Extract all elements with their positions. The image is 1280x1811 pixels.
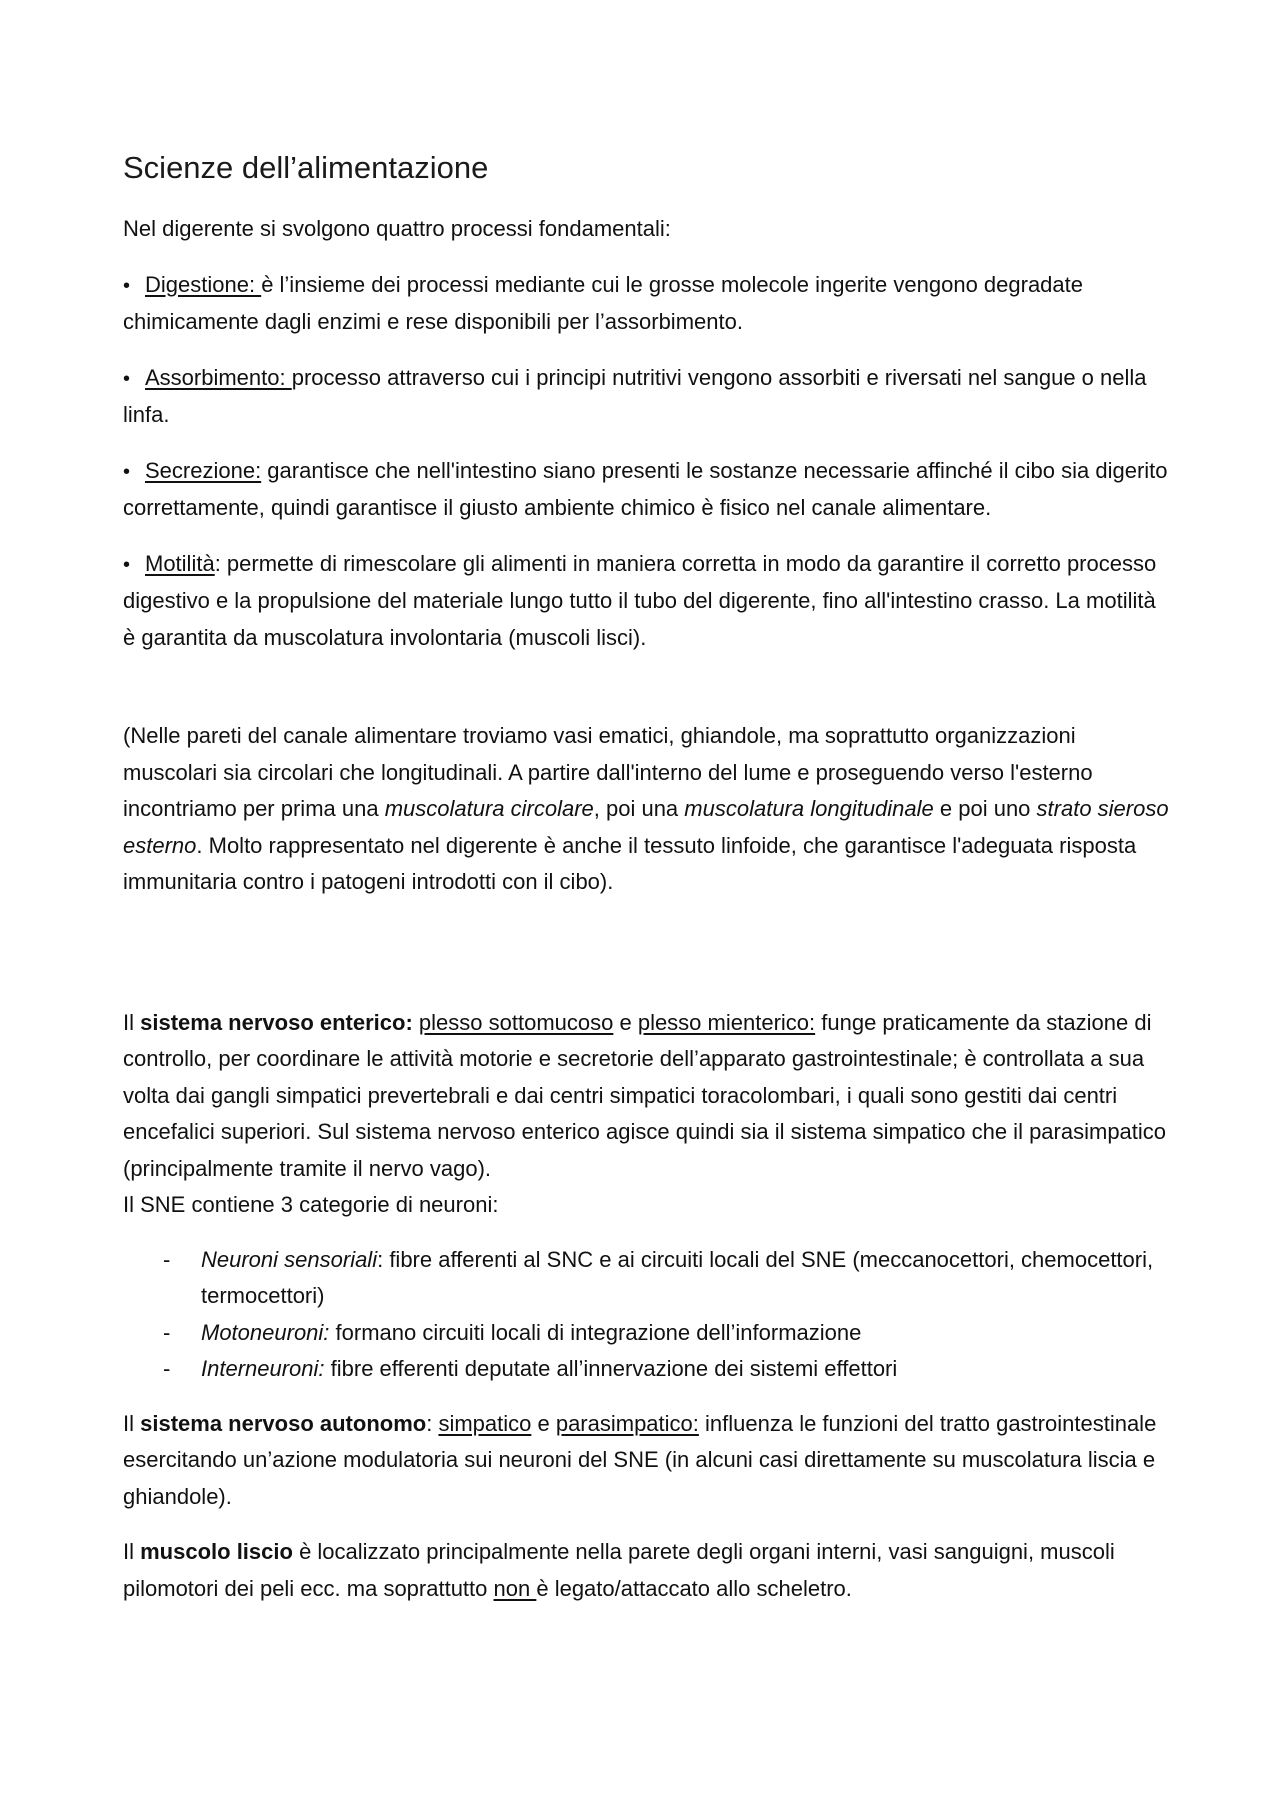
bullet-text: : permette di rimescolare gli alimenti in maniera corretta in modo da garantire il corretto processo digestivo e la propulsione del materiale lungo tutto il tubo del digerente, fino all'intestino crasso. La motilità è garantita da muscolatura involontaria (muscoli lisci). bbox=[123, 550, 1157, 650]
bullet-motilita bbox=[123, 546, 1173, 657]
text-run: fibre efferenti deputate all’innervazione dei sistemi effettori bbox=[324, 1356, 898, 1381]
text-run: (Nelle pareti del canale alimentare troviamo vasi ematici, ghiandole, ma soprattutto organizzazioni muscolari sia circolari che longitudinali. A partire dall'interno del lume e proseguendo verso l'esterno incontriamo per prima una bbox=[123, 723, 1093, 821]
spacer bbox=[123, 675, 1173, 718]
italic-term: strato sieroso esterno bbox=[123, 796, 1169, 858]
list-item bbox=[123, 1315, 1173, 1352]
text-run: è legato/attaccato allo scheletro. bbox=[536, 1575, 852, 1601]
underlined-term: simpatico bbox=[438, 1410, 532, 1436]
list-item bbox=[123, 1351, 1173, 1388]
paragraph-pareti bbox=[123, 718, 1173, 901]
text-run: e bbox=[613, 1009, 638, 1035]
term-motilita: Motilità bbox=[145, 550, 215, 576]
spacer bbox=[123, 920, 1173, 1005]
underlined-term: plesso mienterico: bbox=[637, 1009, 816, 1035]
term-assorbimento: Assorbimento: bbox=[145, 364, 292, 390]
sne-categories-line: Il SNE contiene 3 categorie di neuroni: bbox=[123, 1192, 499, 1217]
dash-icon: - bbox=[163, 1356, 171, 1381]
text-run: e poi uno bbox=[933, 796, 1037, 821]
text-run: : bbox=[426, 1410, 439, 1436]
bullet-text: processo attraverso cui i principi nutritivi vengono assorbiti e riversati nel sangue o nella linfa. bbox=[123, 364, 1147, 427]
text-run: Il bbox=[123, 1009, 141, 1035]
italic-term: Motoneuroni: bbox=[201, 1319, 330, 1345]
bullet-icon: • bbox=[123, 367, 131, 390]
bold-term: sistema nervoso autonomo bbox=[140, 1410, 427, 1436]
neuron-list bbox=[123, 1242, 1173, 1388]
text-run: e bbox=[531, 1410, 556, 1436]
list-item bbox=[123, 1242, 1173, 1315]
bold-term: sistema nervoso enterico: bbox=[140, 1009, 413, 1035]
dash-icon: - bbox=[163, 1246, 171, 1272]
italic-term: muscolatura circolare bbox=[384, 796, 594, 821]
dash-icon: - bbox=[163, 1319, 171, 1345]
document-title: Scienze dell’alimentazione bbox=[123, 150, 489, 185]
italic-term: muscolatura longitudinale bbox=[684, 796, 934, 821]
term-secrezione: Secrezione: bbox=[145, 457, 262, 483]
text-run: influenza le funzioni del tratto gastrointestinale esercitando un’azione modulatoria sui neuroni del SNE (in alcuni casi direttamente su muscolatura liscia e ghiandole). bbox=[123, 1410, 1157, 1509]
italic-term: Interneuroni: bbox=[201, 1356, 325, 1381]
text-run: , poi una bbox=[593, 796, 685, 821]
paragraph-muscolo-liscio bbox=[123, 1534, 1173, 1607]
paragraph-sna bbox=[123, 1406, 1173, 1516]
bullet-icon: • bbox=[123, 460, 131, 483]
text-run: funge praticamente da stazione di controllo, per coordinare le attività motorie e secretorie dell’apparato gastrointestinale; è controllata a sua volta dai gangli simpatici prevertebrali e dai centri simpatici toracolombari, i quali sono gestiti dai centri encefalici superiori. Sul sistema nervoso enterico agisce quindi sia il sistema simpatico che il parasimpatico (principalmente tramite il nervo vago). bbox=[123, 1009, 1167, 1181]
text-run: formano circuiti locali di integrazione dell’informazione bbox=[329, 1319, 862, 1345]
underlined-term: non bbox=[493, 1575, 537, 1601]
text-run: è localizzato principalmente nella parete degli organi interni, vasi sanguigni, muscoli pilomotori dei peli ecc. ma soprattutto bbox=[123, 1539, 1115, 1601]
text-run: : fibre afferenti al SNC e ai circuiti locali del SNE (meccanocettori, chemocettori, termocettori) bbox=[201, 1246, 1154, 1308]
bullet-digestione bbox=[123, 267, 1173, 341]
italic-term: Neuroni sensoriali bbox=[201, 1246, 378, 1272]
term-digestione: Digestione: bbox=[145, 271, 262, 297]
underlined-term: plesso sottomucoso bbox=[418, 1009, 614, 1035]
underlined-term: parasimpatico: bbox=[555, 1410, 699, 1436]
bullet-icon: • bbox=[123, 553, 131, 576]
paragraph-sne bbox=[123, 1005, 1173, 1224]
text-run: . Molto rappresentato nel digerente è anche il tessuto linfoide, che garantisce l'adeguata risposta immunitaria contro i patogeni introdotti con il cibo). bbox=[123, 832, 1137, 894]
bullet-text: garantisce che nell'intestino siano presenti le sostanze necessarie affinché il cibo sia digerito correttamente, quindi garantisce il giusto ambiente chimico è fisico nel canale alimentare. bbox=[123, 457, 1168, 520]
text-run: Il bbox=[123, 1410, 141, 1436]
bullet-assorbimento bbox=[123, 360, 1173, 434]
document-body bbox=[123, 148, 1173, 1626]
intro-paragraph: Nel digerente si svolgono quattro processi fondamentali: bbox=[123, 216, 671, 241]
text-run: Il bbox=[123, 1539, 141, 1564]
bold-term: muscolo liscio bbox=[140, 1539, 293, 1564]
bullet-secrezione bbox=[123, 453, 1173, 527]
bullet-text: è l’insieme dei processi mediante cui le grosse molecole ingerite vengono degradate chimicamente dagli enzimi e rese disponibili per l’assorbimento. bbox=[123, 271, 1083, 334]
bullet-icon: • bbox=[123, 274, 131, 297]
